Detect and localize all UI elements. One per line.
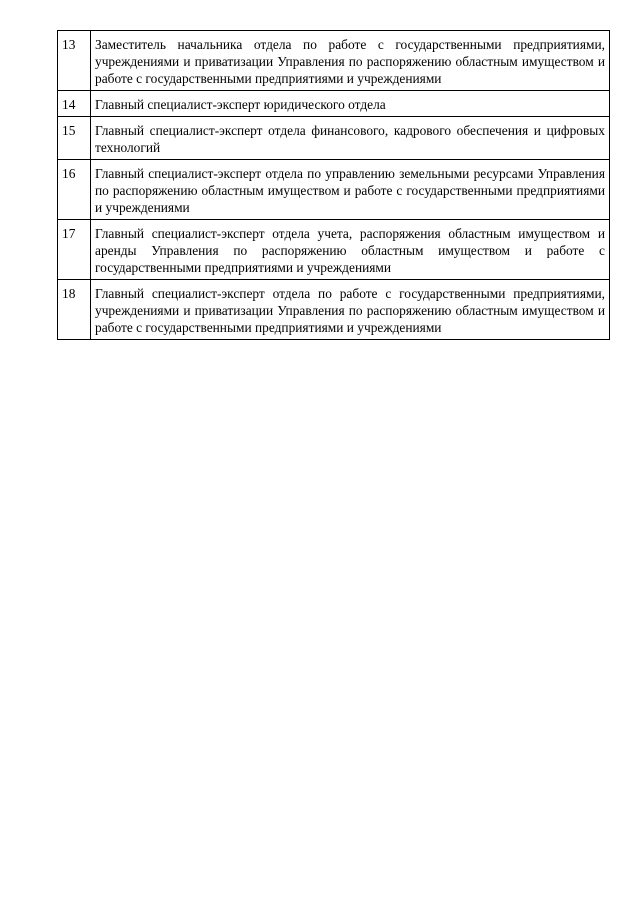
- position-title: Главный специалист-эксперт отдела учета, распоряжения областным имуществом и аренды Управления по распоряжению областным имуществом и работе с государственными предприятиями и учреждениями: [91, 220, 610, 280]
- row-number: 14: [58, 91, 91, 117]
- position-title: Заместитель начальника отдела по работе с государственными предприятиями, учреждениями и приватизации Управления по распоряжению областным имуществом и работе с государственными предприятиями и учреждениями: [91, 31, 610, 91]
- document-page: [57, 30, 610, 340]
- position-title: Главный специалист-эксперт отдела по работе с государственными предприятиями, учреждениями и приватизации Управления по распоряжению областным имуществом и работе с государственными предприятиями и учреждениями: [91, 280, 610, 340]
- position-title: Главный специалист-эксперт отдела по управлению земельными ресурсами Управления по распоряжению областным имуществом и работе с государственными предприятиями и учреждениями: [91, 160, 610, 220]
- table-row: [58, 91, 610, 117]
- row-number: 15: [58, 117, 91, 160]
- row-number: 17: [58, 220, 91, 280]
- row-number: 13: [58, 31, 91, 91]
- row-number: 18: [58, 280, 91, 340]
- row-number: 16: [58, 160, 91, 220]
- position-title: Главный специалист-эксперт отдела финансового, кадрового обеспечения и цифровых технологий: [91, 117, 610, 160]
- table-row: [58, 220, 610, 280]
- table-row: [58, 280, 610, 340]
- position-title: Главный специалист-эксперт юридического отдела: [91, 91, 610, 117]
- table-row: [58, 160, 610, 220]
- table-row: [58, 31, 610, 91]
- positions-table: [57, 30, 610, 340]
- table-row: [58, 117, 610, 160]
